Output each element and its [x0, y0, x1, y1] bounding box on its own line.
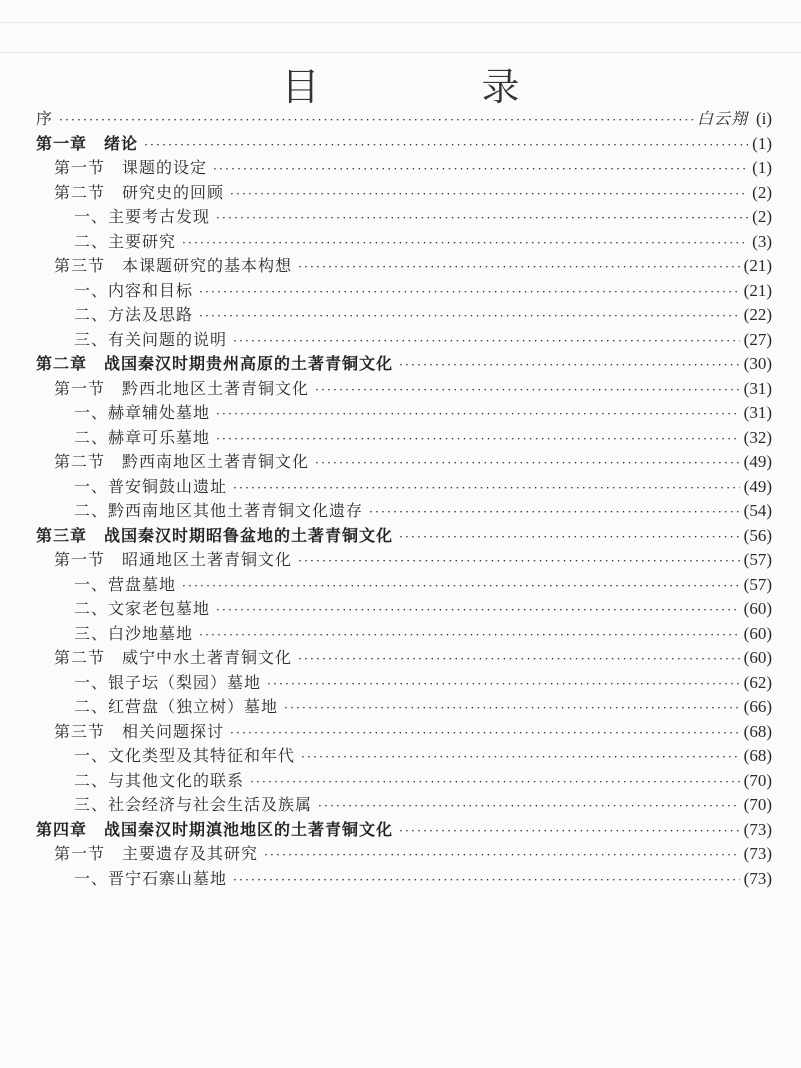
dot-leader	[315, 378, 740, 403]
toc-entry-label: 一、营盘墓地	[74, 574, 177, 594]
toc-entry-page-number: (68)	[743, 721, 772, 741]
toc-entry-label: 三、白沙地墓地	[74, 623, 194, 643]
toc-entry-chapter[interactable]	[36, 818, 772, 843]
toc-entry-label: 一、主要考古发现	[74, 207, 211, 226]
dot-leader	[284, 696, 740, 721]
toc-entry-label: 一、内容和目标	[74, 280, 194, 300]
toc-entry-page-number: (2)	[752, 207, 772, 226]
toc-entry-subsection[interactable]	[36, 328, 772, 353]
dot-leader	[216, 598, 740, 623]
toc-entry-label: 第一节 黔西北地区土著青铜文化	[54, 378, 310, 398]
toc-entry-label: 第二节 威宁中水土著青铜文化	[54, 648, 293, 667]
page-title: 目 录	[281, 65, 582, 110]
toc-entry-subsection[interactable]	[36, 769, 772, 794]
toc-entry-label: 第四章 战国秦汉时期滇池地区的土著青铜文化	[36, 819, 394, 839]
toc-entry-label: 二、赫章可乐墓地	[74, 427, 211, 447]
dot-leader	[267, 672, 740, 697]
toc-entry-page-number: (62)	[743, 672, 772, 692]
toc-entry-section[interactable]	[36, 181, 772, 206]
dot-leader	[230, 182, 748, 207]
dot-leader	[216, 402, 740, 427]
toc-entry-section[interactable]	[36, 450, 772, 475]
toc-entry-page-number: (3)	[752, 231, 772, 251]
toc-entry-page-number: (1)	[752, 133, 772, 153]
show-through-line	[0, 52, 801, 53]
toc-entry-subsection[interactable]	[36, 303, 772, 328]
toc-entry-label: 二、方法及思路	[74, 305, 194, 324]
table-of-contents	[36, 107, 772, 891]
toc-entry-page-number: (49)	[743, 452, 772, 471]
toc-entry-subsection[interactable]	[36, 573, 772, 598]
dot-leader	[301, 745, 740, 770]
dot-leader	[199, 280, 740, 305]
toc-entry-page-number: (66)	[743, 697, 772, 716]
dot-leader	[216, 206, 748, 231]
toc-entry-subsection[interactable]	[36, 205, 772, 230]
toc-entry-page-number: (31)	[743, 403, 772, 422]
toc-entry-label: 一、文化类型及其特征和年代	[74, 746, 296, 765]
toc-entry-page-number: (54)	[743, 501, 772, 520]
toc-entry-page-number: (2)	[752, 182, 772, 202]
toc-entry-page-number: (21)	[743, 256, 772, 275]
toc-entry-label: 第三章 战国秦汉时期昭鲁盆地的土著青铜文化	[36, 525, 394, 545]
show-through-line	[0, 22, 801, 23]
toc-entry-section[interactable]	[36, 842, 772, 867]
dot-leader	[182, 574, 740, 599]
toc-entry-label: 三、社会经济与社会生活及族属	[74, 795, 313, 814]
toc-entry-page-number: (21)	[743, 280, 772, 300]
dot-leader	[233, 329, 740, 354]
toc-entry-page-number: (57)	[743, 574, 772, 594]
toc-entry-page-number: (57)	[743, 550, 772, 569]
toc-entry-subsection[interactable]	[36, 671, 772, 696]
toc-entry-subsection[interactable]	[36, 230, 772, 255]
toc-entry-section[interactable]	[36, 377, 772, 402]
dot-leader	[298, 255, 740, 280]
toc-entry-label: 第二节 研究史的回顾	[54, 182, 225, 202]
dot-leader	[250, 770, 740, 795]
toc-entry-label: 一、银子坛（梨园）墓地	[74, 672, 262, 692]
toc-entry-page-number: (1)	[752, 158, 772, 177]
toc-entry-label: 二、与其他文化的联系	[74, 770, 245, 790]
toc-entry-author: 白云翔	[696, 109, 748, 128]
toc-entry-subsection[interactable]	[36, 279, 772, 304]
dot-leader	[199, 623, 740, 648]
toc-entry-page-number: (70)	[743, 795, 772, 814]
toc-entry-label: 二、主要研究	[74, 231, 177, 251]
toc-entry-label: 一、晋宁石寨山墓地	[74, 868, 228, 888]
toc-entry-subsection[interactable]	[36, 499, 772, 524]
toc-entry-label: 一、赫章辅处墓地	[74, 403, 211, 422]
dot-leader	[399, 819, 740, 844]
dot-leader	[199, 304, 740, 329]
toc-entry-page-number: (73)	[743, 868, 772, 888]
dot-leader	[182, 231, 748, 256]
toc-entry-page-number: (73)	[743, 819, 772, 839]
toc-entry-label: 第一节 课题的设定	[54, 158, 208, 177]
toc-entry-subsection[interactable]	[36, 622, 772, 647]
toc-entry-section[interactable]	[36, 720, 772, 745]
toc-entry-section[interactable]	[36, 254, 772, 279]
toc-entry-page-number: (31)	[743, 378, 772, 398]
toc-entry-subsection[interactable]	[36, 744, 772, 769]
toc-entry-chapter[interactable]	[36, 132, 772, 157]
dot-leader	[216, 427, 740, 452]
toc-entry-section[interactable]	[36, 548, 772, 573]
toc-entry-label: 二、文家老包墓地	[74, 599, 211, 618]
dot-leader	[59, 108, 697, 133]
toc-entry-label: 序	[36, 109, 54, 128]
dot-leader	[233, 476, 740, 501]
dot-leader	[399, 353, 740, 378]
toc-entry-label: 三、有关问题的说明	[74, 329, 228, 349]
toc-entry-chapter[interactable]	[36, 352, 772, 377]
toc-entry-subsection[interactable]	[36, 793, 772, 818]
toc-entry-page-number: (49)	[743, 476, 772, 496]
toc-entry-subsection[interactable]	[36, 401, 772, 426]
toc-entry-page-number: (73)	[743, 844, 772, 863]
toc-entry-label: 一、普安铜鼓山遗址	[74, 476, 228, 496]
toc-entry-subsection[interactable]	[36, 475, 772, 500]
toc-entry-label: 第二章 战国秦汉时期贵州高原的土著青铜文化	[36, 354, 394, 373]
dot-leader	[144, 133, 748, 158]
toc-entry-label: 第一节 主要遗存及其研究	[54, 844, 259, 863]
toc-entry-chapter[interactable]	[36, 524, 772, 549]
dot-leader	[213, 157, 748, 182]
toc-entry-page-number: (68)	[743, 746, 772, 765]
dot-leader	[233, 868, 740, 893]
dot-leader	[264, 843, 740, 868]
dot-leader	[399, 525, 740, 550]
toc-entry-subsection[interactable]	[36, 597, 772, 622]
toc-entry-page-number: (27)	[743, 329, 772, 349]
toc-entry-subsection[interactable]	[36, 695, 772, 720]
toc-entry-page-number: (56)	[743, 525, 772, 545]
toc-entry-label: 二、黔西南地区其他土著青铜文化遗存	[74, 501, 364, 520]
toc-entry-page-number: (i)	[755, 109, 772, 128]
toc-entry-page-number: (60)	[743, 623, 772, 643]
toc-entry-page-number: (60)	[743, 599, 772, 618]
dot-leader	[298, 549, 740, 574]
dot-leader	[230, 721, 740, 746]
dot-leader	[318, 794, 740, 819]
toc-entry-subsection[interactable]	[36, 426, 772, 451]
toc-entry-page-number: (22)	[743, 305, 772, 324]
toc-entry-page-number: (70)	[743, 770, 772, 790]
toc-entry-label: 第一章 绪论	[36, 133, 139, 153]
dot-leader	[369, 500, 740, 525]
toc-entry-subsection[interactable]	[36, 867, 772, 892]
dot-leader	[315, 451, 740, 476]
toc-entry-label: 第一节 昭通地区土著青铜文化	[54, 550, 293, 569]
toc-entry-page-number: (30)	[743, 354, 772, 373]
toc-entry-section[interactable]	[36, 646, 772, 671]
toc-entry-section[interactable]	[36, 156, 772, 181]
toc-entry-label: 第三节 本课题研究的基本构想	[54, 256, 293, 275]
toc-entry-page-number: (60)	[743, 648, 772, 667]
toc-entry-page-number: (32)	[743, 427, 772, 447]
toc-entry-label: 二、红营盘（独立树）墓地	[74, 697, 279, 716]
toc-entry-label: 第三节 相关问题探讨	[54, 721, 225, 741]
toc-entry-label: 第二节 黔西南地区土著青铜文化	[54, 452, 310, 471]
dot-leader	[298, 647, 740, 672]
toc-entry-preface[interactable]	[36, 107, 772, 132]
